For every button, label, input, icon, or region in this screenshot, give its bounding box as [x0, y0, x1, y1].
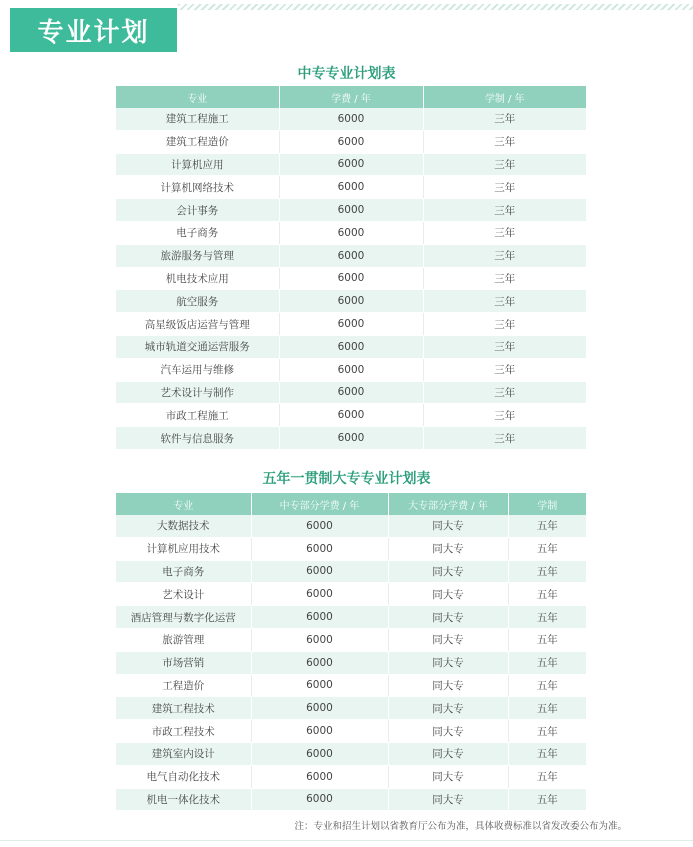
- table-cell: 五年: [508, 788, 586, 811]
- table-cell: 建筑工程技术: [116, 697, 251, 720]
- table-cell: 汽车运用与维修: [116, 358, 279, 381]
- footnote: 注：专业和招生计划以省教育厅公布为准，具体收费标准以省发改委公布为准。: [294, 821, 627, 832]
- table-cell: 航空服务: [116, 290, 279, 313]
- table-cell: 6000: [279, 358, 423, 381]
- table-cell: 6000: [279, 313, 423, 336]
- secondary-program-table: [116, 86, 586, 450]
- table-cell: 6000: [279, 381, 423, 404]
- table-cell: 五年: [508, 560, 586, 583]
- table-row: [116, 606, 586, 629]
- table-cell: 6000: [251, 697, 388, 720]
- table-cell: 6000: [279, 335, 423, 358]
- table-cell: 五年: [508, 583, 586, 606]
- table-cell: 6000: [279, 153, 423, 176]
- table-cell: 6000: [251, 720, 388, 743]
- column-header: 中专部分学费 / 年: [251, 493, 388, 515]
- table-row: [116, 313, 586, 336]
- table-cell: 6000: [251, 606, 388, 629]
- table-row: [116, 628, 586, 651]
- table-cell: 三年: [423, 313, 586, 336]
- table-row: [116, 651, 586, 674]
- table-cell: 6000: [251, 765, 388, 788]
- table-cell: 6000: [251, 651, 388, 674]
- table-row: [116, 788, 586, 811]
- table-cell: 工程造价: [116, 674, 251, 697]
- table-row: [116, 720, 586, 743]
- table-cell: 艺术设计: [116, 583, 251, 606]
- table-row: [116, 335, 586, 358]
- table-cell: 6000: [251, 560, 388, 583]
- table-cell: 五年: [508, 537, 586, 560]
- table-cell: 计算机网络技术: [116, 176, 279, 199]
- table-cell: 同大专: [388, 583, 508, 606]
- table-cell: 五年: [508, 606, 586, 629]
- table-cell: 电气自动化技术: [116, 765, 251, 788]
- table-cell: 6000: [279, 221, 423, 244]
- table-row: [116, 427, 586, 450]
- table-cell: 同大专: [388, 788, 508, 811]
- table-cell: 软件与信息服务: [116, 427, 279, 450]
- table-cell: 三年: [423, 108, 586, 130]
- column-header: 学制: [508, 493, 586, 515]
- table-cell: 同大专: [388, 606, 508, 629]
- table-cell: 6000: [279, 108, 423, 130]
- five-year-program-table: [116, 493, 586, 811]
- table-cell: 三年: [423, 358, 586, 381]
- table-cell: 同大专: [388, 742, 508, 765]
- table-cell: 6000: [279, 199, 423, 222]
- table-cell: 城市轨道交通运营服务: [116, 335, 279, 358]
- column-header: 专业: [116, 493, 251, 515]
- table-cell: 6000: [279, 267, 423, 290]
- table-cell: 6000: [251, 583, 388, 606]
- column-header: 学费 / 年: [279, 86, 423, 108]
- table-cell: 同大专: [388, 765, 508, 788]
- table-cell: 6000: [279, 244, 423, 267]
- table-cell: 电子商务: [116, 221, 279, 244]
- table-cell: 三年: [423, 267, 586, 290]
- table-row: [116, 765, 586, 788]
- table-row: [116, 537, 586, 560]
- table-cell: 五年: [508, 628, 586, 651]
- table-cell: 建筑工程施工: [116, 108, 279, 130]
- table2-title: 五年一贯制大专专业计划表: [262, 471, 431, 487]
- table-cell: 6000: [279, 130, 423, 153]
- table-row: [116, 153, 586, 176]
- table-cell: 6000: [251, 515, 388, 537]
- table-cell: 大数据技术: [116, 515, 251, 537]
- table-cell: 计算机应用技术: [116, 537, 251, 560]
- table-cell: 三年: [423, 404, 586, 427]
- column-header: 学制 / 年: [423, 86, 586, 108]
- table-cell: 6000: [251, 742, 388, 765]
- table-cell: 同大专: [388, 560, 508, 583]
- table-cell: 市政工程技术: [116, 720, 251, 743]
- table-cell: 市政工程施工: [116, 404, 279, 427]
- table-cell: 三年: [423, 176, 586, 199]
- table-row: [116, 515, 586, 537]
- table-cell: 机电技术应用: [116, 267, 279, 290]
- table-row: [116, 583, 586, 606]
- table-cell: 建筑室内设计: [116, 742, 251, 765]
- column-header: 专业: [116, 86, 279, 108]
- table-row: [116, 267, 586, 290]
- table-cell: 6000: [279, 290, 423, 313]
- table-row: [116, 108, 586, 130]
- column-header: 大专部分学费 / 年: [388, 493, 508, 515]
- table-cell: 6000: [251, 537, 388, 560]
- table-row: [116, 290, 586, 313]
- table-cell: 6000: [279, 427, 423, 450]
- table-cell: 五年: [508, 765, 586, 788]
- table-cell: 五年: [508, 651, 586, 674]
- table-cell: 6000: [251, 788, 388, 811]
- table-cell: 机电一体化技术: [116, 788, 251, 811]
- table-cell: 6000: [251, 674, 388, 697]
- table-cell: 三年: [423, 244, 586, 267]
- table-cell: 同大专: [388, 515, 508, 537]
- table-cell: 同大专: [388, 537, 508, 560]
- table-cell: 三年: [423, 199, 586, 222]
- table-cell: 旅游管理: [116, 628, 251, 651]
- table-cell: 三年: [423, 221, 586, 244]
- table-cell: 三年: [423, 290, 586, 313]
- table-cell: 同大专: [388, 720, 508, 743]
- table-cell: 6000: [279, 404, 423, 427]
- table-row: [116, 697, 586, 720]
- table-cell: 五年: [508, 720, 586, 743]
- table-cell: 同大专: [388, 674, 508, 697]
- section-title: 专业计划: [10, 8, 177, 52]
- table-cell: 五年: [508, 515, 586, 537]
- table-cell: 三年: [423, 335, 586, 358]
- table-cell: 会计事务: [116, 199, 279, 222]
- table1-title: 中专专业计划表: [297, 66, 396, 82]
- table-row: [116, 742, 586, 765]
- divider: [0, 840, 693, 841]
- table-row: [116, 199, 586, 222]
- table-row: [116, 404, 586, 427]
- table-row: [116, 381, 586, 404]
- table-cell: 同大专: [388, 651, 508, 674]
- table-cell: 五年: [508, 742, 586, 765]
- table-cell: 建筑工程造价: [116, 130, 279, 153]
- table-row: [116, 358, 586, 381]
- table-row: [116, 560, 586, 583]
- table-cell: 三年: [423, 427, 586, 450]
- table-cell: 市场营销: [116, 651, 251, 674]
- table-cell: 三年: [423, 130, 586, 153]
- table-row: [116, 221, 586, 244]
- table-cell: 同大专: [388, 628, 508, 651]
- table-cell: 三年: [423, 153, 586, 176]
- table-cell: 旅游服务与管理: [116, 244, 279, 267]
- table-cell: 五年: [508, 697, 586, 720]
- table-cell: 计算机应用: [116, 153, 279, 176]
- table-cell: 电子商务: [116, 560, 251, 583]
- table-row: [116, 244, 586, 267]
- table-cell: 6000: [251, 628, 388, 651]
- table-row: [116, 674, 586, 697]
- table-cell: 三年: [423, 381, 586, 404]
- table-cell: 艺术设计与制作: [116, 381, 279, 404]
- table-row: [116, 130, 586, 153]
- table-cell: 同大专: [388, 697, 508, 720]
- table-cell: 酒店管理与数字化运营: [116, 606, 251, 629]
- table-cell: 五年: [508, 674, 586, 697]
- table-cell: 6000: [279, 176, 423, 199]
- decorative-stripes: [178, 4, 693, 10]
- section-header: [0, 0, 693, 52]
- table-cell: 高星级饭店运营与管理: [116, 313, 279, 336]
- table-row: [116, 176, 586, 199]
